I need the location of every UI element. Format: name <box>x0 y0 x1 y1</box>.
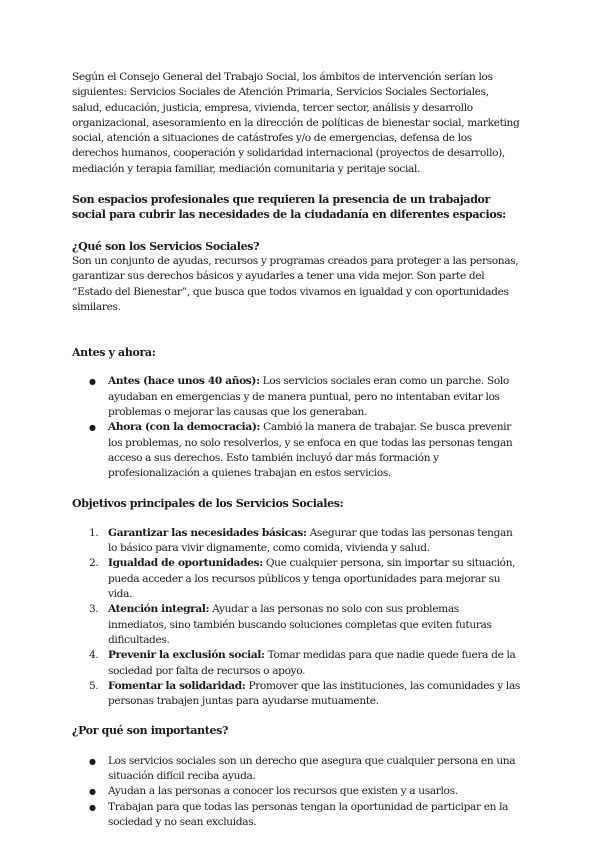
heading-why-important: ¿Por qué son importantes? <box>72 724 229 738</box>
list-item <box>72 648 520 679</box>
importance-list <box>72 754 520 830</box>
list-item-text: Los servicios sociales eran como un parche. Solo ayudaban en emergencias y de manera puntual, pero no intentaban evitar los problemas o mejorar las causas que los generaban. <box>108 375 509 419</box>
objectives-list <box>72 526 520 710</box>
list-item <box>72 374 520 420</box>
list-item <box>72 679 520 710</box>
heading-main-objectives: Objetivos principales de los Servicios Sociales: <box>72 496 344 510</box>
emphasis-paragraph: Son espacios profesionales que requieren la presencia de un trabajador social para cubrir las necesidades de la ciudadanía en diferentes espacios: <box>72 193 506 222</box>
list-item: ● Trabajan para que todas las personas tengan la oportunidad de participar en la sociedad y no sean excluidas. <box>72 800 520 831</box>
list-item-title: Ahora (con la democracia): <box>108 421 261 434</box>
list-number: 2. <box>89 557 99 570</box>
list-number: 4. <box>89 649 99 662</box>
list-item-text: Cambió la manera de trabajar. Se busca prevenir los problemas, no solo resolverlos, y se enfoca en que todas las personas tengan acceso a sus derechos. Esto también incluyó dar más formación y profesionalización a quienes trabajan en estos servicios. <box>108 421 513 480</box>
list-item: ● Ayudan a las personas a conocer los recursos que existen y a usarlos. <box>72 784 520 799</box>
heading-before-and-now: Antes y ahora: <box>72 346 156 360</box>
list-number: 5. <box>89 679 99 692</box>
list-number: 3. <box>89 603 99 616</box>
list-item-title: Antes (hace unos 40 años): <box>108 375 260 388</box>
list-item-text: Tomar medidas para que nadie quede fuera de la sociedad por falta de recursos o apoyo. <box>108 649 516 677</box>
heading-what-are-social-services: ¿Qué son los Servicios Sociales? <box>72 239 260 253</box>
list-item <box>72 556 520 602</box>
list-item <box>72 420 520 481</box>
list-item-text: Que cualquier persona, sin importar su situación, pueda acceder a los recursos públicos y tenga oportunidades para mejorar su vida. <box>108 557 516 601</box>
list-item: ● Los servicios sociales son un derecho que asegura que cualquier persona en una situación difícil reciba ayuda. <box>72 754 520 785</box>
list-item-title: Igualdad de oportunidades: <box>108 557 263 570</box>
list-item-title: Garantizar las necesidades básicas: <box>108 526 307 539</box>
before-now-list <box>72 374 520 481</box>
list-item-title: Fomentar la solidaridad: <box>108 679 246 692</box>
list-number: 1. <box>89 526 99 539</box>
list-item-title: Atención integral: <box>108 603 210 616</box>
list-item-text: Asegurar que todas las personas tengan lo básico para vivir dignamente, como comida, vivienda y salud. <box>108 526 513 555</box>
list-item-title: Prevenir la exclusión social: <box>108 649 265 662</box>
list-item-text: Promover que las instituciones, las comunidades y las personas trabajen juntas para ayudarse mutuamente. <box>108 679 520 708</box>
list-item-text: Ayudar a las personas no solo con sus problemas inmediatos, sino también buscando soluciones completas que eviten futuras dificultades. <box>108 603 492 646</box>
definition-paragraph: Son un conjunto de ayudas, recursos y programas creados para proteger a las personas, garantizar sus derechos básicos y ayudarles a tener una vida mejor. Son parte del “Estado del Bienestar”, que busca que todos vivamos en igualdad y con oportunidades similares. <box>72 254 519 313</box>
intro-paragraph: Según el Consejo General del Trabajo Social, los ámbitos de intervención serían los siguientes: Servicios Sociales de Atención Primaria, Servicios Sociales Sectoriales, salud, educación, justicia, empresa, vivienda, tercer sector, análisis y desarrollo organizacional, asesoramiento en la dirección de políticas de bienestar social, marketing social, atención a situaciones de catástrofes y/o de emergencias, defensa de los derechos humanos, cooperación y solidaridad internacional (proyectos de desarrollo), mediación y terapia familiar, mediación comunitaria y peritaje social. <box>72 71 520 175</box>
list-item <box>72 526 520 557</box>
list-item <box>72 602 520 648</box>
